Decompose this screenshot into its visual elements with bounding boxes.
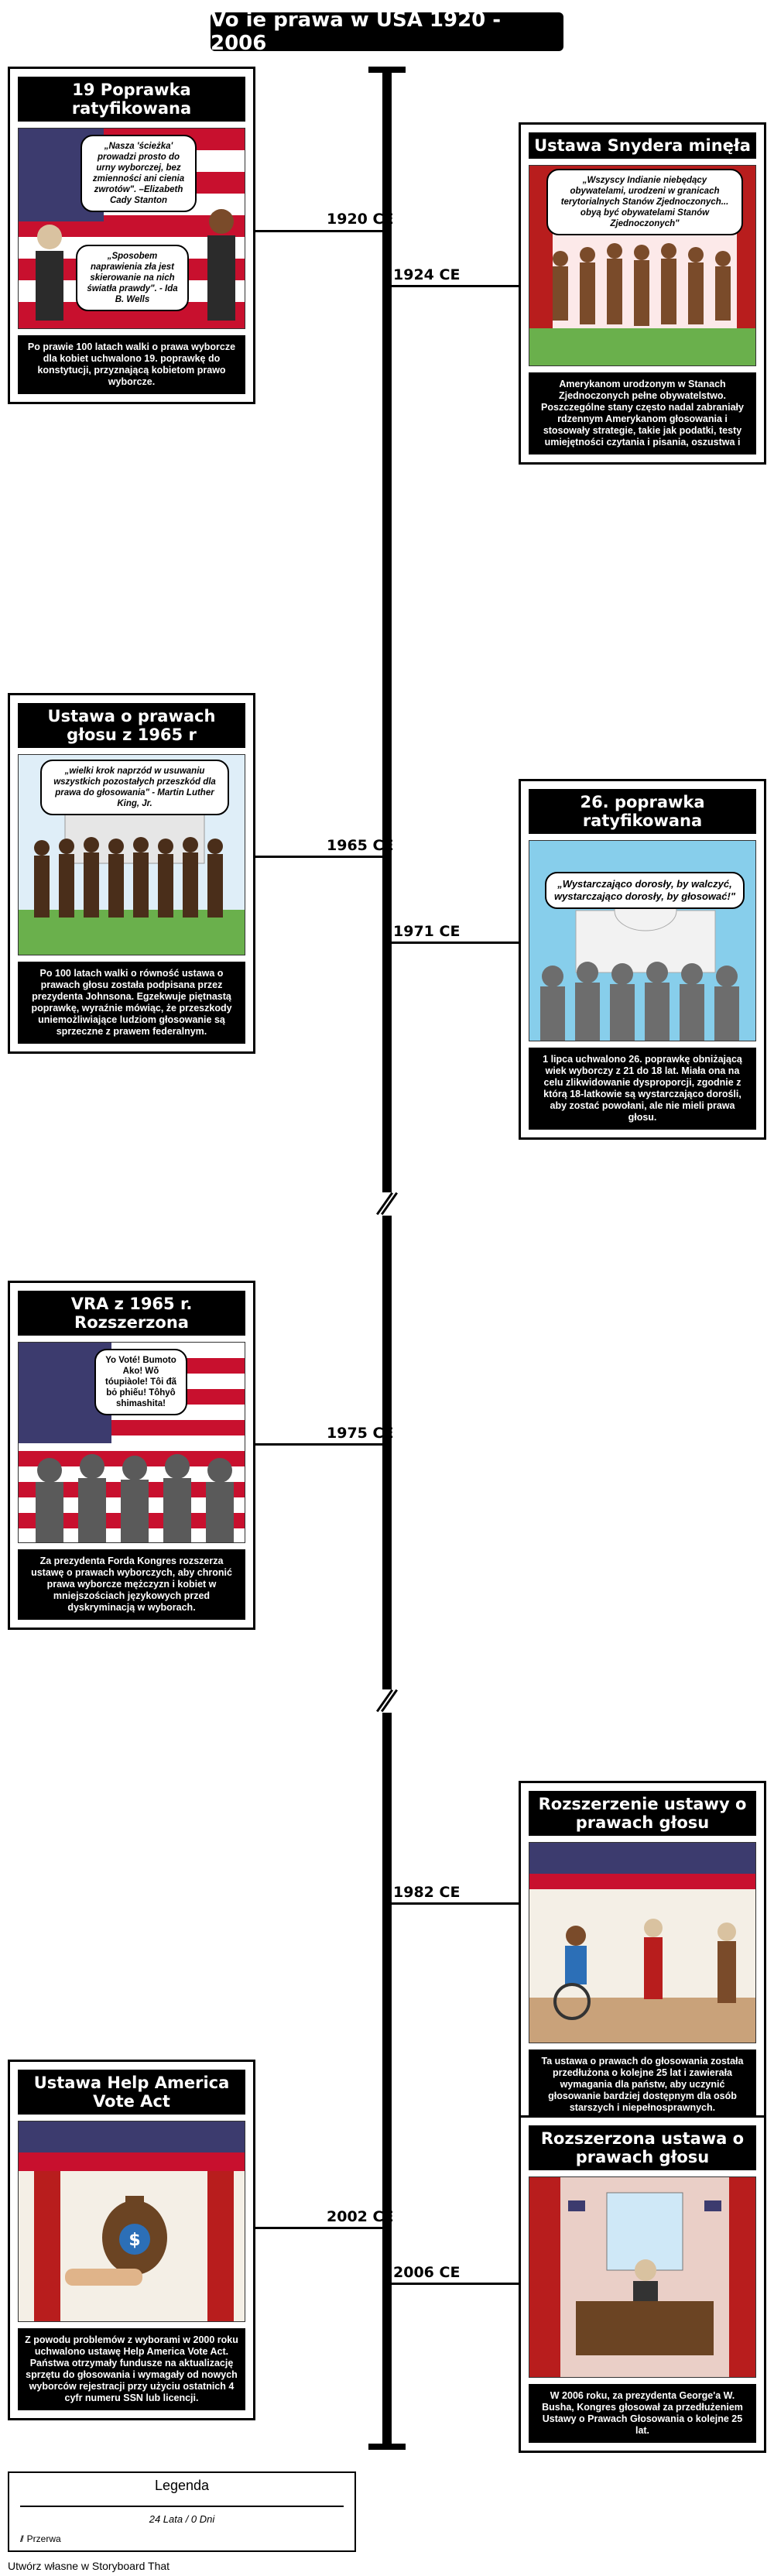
tick-1920 xyxy=(255,230,382,232)
card-title: VRA z 1965 r. Rozszerzona xyxy=(18,1291,245,1336)
legend-title: Legenda xyxy=(154,2478,210,2493)
card-title: 19 Poprawka ratyfikowana xyxy=(18,77,245,122)
card-description: 1 lipca uchwalono 26. poprawkę obniżającą wiek wyborczy z 21 do 18 lat. Miała ona na celu zlikwidowanie dysproporcji, zgodnie z którą 18-latkowie są wystarczająco dorośli, aby zostać powołani, ale nie mieli prawa głosu. xyxy=(529,1048,756,1130)
date-label: 1965 CE xyxy=(327,837,394,854)
timeline-break-icon xyxy=(372,1192,402,1216)
date-label: 1982 CE xyxy=(393,1884,461,1901)
legend-scale-line xyxy=(20,2506,344,2507)
scene-illustration xyxy=(18,754,245,955)
card-description: Po 100 latach walki o równość ustawa o prawach głosu została podpisana przez prezydenta Johnsona. Egzekwuje piętnastą poprawkę, wyraźnie mówiąc, że przeszkody uniemożliwiające ludziom głosowanie są sprzeczne z prawem federalnym. xyxy=(18,962,245,1044)
card-title: Rozszerzenie ustawy o prawach głosu xyxy=(529,1791,756,1836)
quote-bubble: „Nasza 'ścieżka' prowadzi prosto do urny wyborczej, bez zmienności ani cienia zwrotów". –Elizabeth Cady Stanton xyxy=(80,135,197,212)
scene-illustration xyxy=(529,1842,756,2043)
date-label: 1971 CE xyxy=(393,923,461,940)
tick-2002 xyxy=(255,2227,382,2229)
event-card-1965 xyxy=(8,693,255,1054)
capitol-illustration xyxy=(529,841,756,1041)
tick-1965 xyxy=(255,856,382,858)
scene-illustration xyxy=(18,2121,245,2322)
scene-illustration xyxy=(18,1342,245,1543)
event-card-2002 xyxy=(8,2060,255,2420)
card-description: W 2006 roku, za prezydenta George'a W. Busha, Kongres głosował za przedłużeniem Ustawy o Prawach Głosowania o kolejne 25 lat. xyxy=(529,2384,756,2443)
timeline-break-icon: // xyxy=(20,2533,22,2544)
event-card-2006 xyxy=(519,2115,766,2453)
svg-text:$: $ xyxy=(128,2231,141,2250)
scene-illustration xyxy=(529,840,756,1041)
legend-scale: 24 Lata / 0 Dni xyxy=(149,2513,215,2525)
card-title: Ustawa Help America Vote Act xyxy=(18,2070,245,2115)
scene-illustration xyxy=(18,128,245,329)
card-description: Amerykanom urodzonym w Stanach Zjednoczonych pełne obywatelstwo. Poszczególne stany często nadal zabraniały rdzennym Amerykanom głosowania i stosowały strategie, takie jak podatki, testy umiejętności czytania i pisania, oszustwa i xyxy=(529,372,756,454)
date-label: 2002 CE xyxy=(327,2208,394,2225)
tick-2006 xyxy=(392,2283,519,2285)
tick-1971 xyxy=(392,942,519,944)
quote-bubble: „wielki krok naprzód w usuwaniu wszystkich pozostałych przeszkód dla prawa do głosowania" - Martin Luther King, Jr. xyxy=(40,760,229,815)
quote-bubble: „Sposobem naprawienia zła jest skierowanie na nich światła prawdy". - Ida B. Wells xyxy=(76,245,189,311)
tick-1975 xyxy=(255,1443,382,1446)
page-title: Vo ie prawa w USA 1920 - 2006 xyxy=(211,12,563,51)
event-card-1920 xyxy=(8,67,255,404)
quote-bubble: „Wystarczająco dorosły, by walczyć, wystarczająco dorosły, by głosować!" xyxy=(545,872,745,909)
legend-break-label: Przerwa xyxy=(26,2533,61,2544)
scene-illustration xyxy=(529,165,756,366)
card-title: Ustawa Snydera minęła xyxy=(529,132,756,159)
quote-bubble: Yo Voté! Bumoto Ako! Wǒ tóupiàole! Tôi đã bỏ phiếu! Tôhyô shimashita! xyxy=(94,1349,187,1415)
money-bag-icon xyxy=(19,2122,245,2321)
legend-break-key xyxy=(20,2533,61,2544)
timeline-bottom-cap xyxy=(368,2444,406,2450)
date-label: 1924 CE xyxy=(393,266,461,283)
timeline-break-icon xyxy=(372,1689,402,1713)
card-description: Ta ustawa o prawach do głosowania została przedłużona o kolejne 25 lat i zawierała wymagania dla państw, aby uczynić głosowanie bardziej dostępnym dla osób starszych i niepełnosprawnych. xyxy=(529,2049,756,2120)
card-description: Po prawie 100 latach walki o prawa wyborcze dla kobiet uchwalono 19. poprawkę do konstytucji, przyznającą kobietom prawo wyborcze. xyxy=(18,335,245,394)
timeline-axis xyxy=(382,70,392,2449)
legend xyxy=(8,2471,356,2552)
tick-1982 xyxy=(392,1902,519,1905)
card-description: Za prezydenta Forda Kongres rozszerza ustawę o prawach wyborczych, aby chronić prawa wyborcze mężczyzn i kobiet w mniejszościach językowych przed dyskryminacją w wyborach. xyxy=(18,1549,245,1620)
event-card-1975 xyxy=(8,1281,255,1630)
card-title: Rozszerzona ustawa o prawach głosu xyxy=(529,2125,756,2170)
tick-1924 xyxy=(392,285,519,287)
storyboard-credit-link[interactable]: Utwórz własne w Storyboard That xyxy=(8,2560,170,2572)
card-title: 26. poprawka ratyfikowana xyxy=(529,789,756,834)
event-card-1982 xyxy=(519,1781,766,2130)
voting-booth-illustration xyxy=(529,1843,756,2043)
date-label: 1920 CE xyxy=(327,211,394,228)
date-label: 2006 CE xyxy=(393,2264,461,2281)
event-card-1924 xyxy=(519,122,766,465)
date-label: 1975 CE xyxy=(327,1425,394,1442)
event-card-1971 xyxy=(519,779,766,1140)
scene-illustration xyxy=(529,2176,756,2378)
oval-office-illustration xyxy=(529,2177,756,2377)
card-title: Ustawa o prawach głosu z 1965 r xyxy=(18,703,245,748)
card-description: Z powodu problemów z wyborami w 2000 roku uchwalono ustawę Help America Vote Act. Państwa otrzymały fundusze na aktualizację sprzętu do głosowania i wymagały od nowych wyborców rejestracji przy użyciu ostatnich 4 cyfr numeru SSN lub licencji. xyxy=(18,2328,245,2410)
quote-bubble: „Wszyscy Indianie niebędący obywatelami, urodzeni w granicach terytorialnych Stanów Zjednoczonych... obyą być obywatelami Stanów Zjednoczonych" xyxy=(546,169,743,235)
